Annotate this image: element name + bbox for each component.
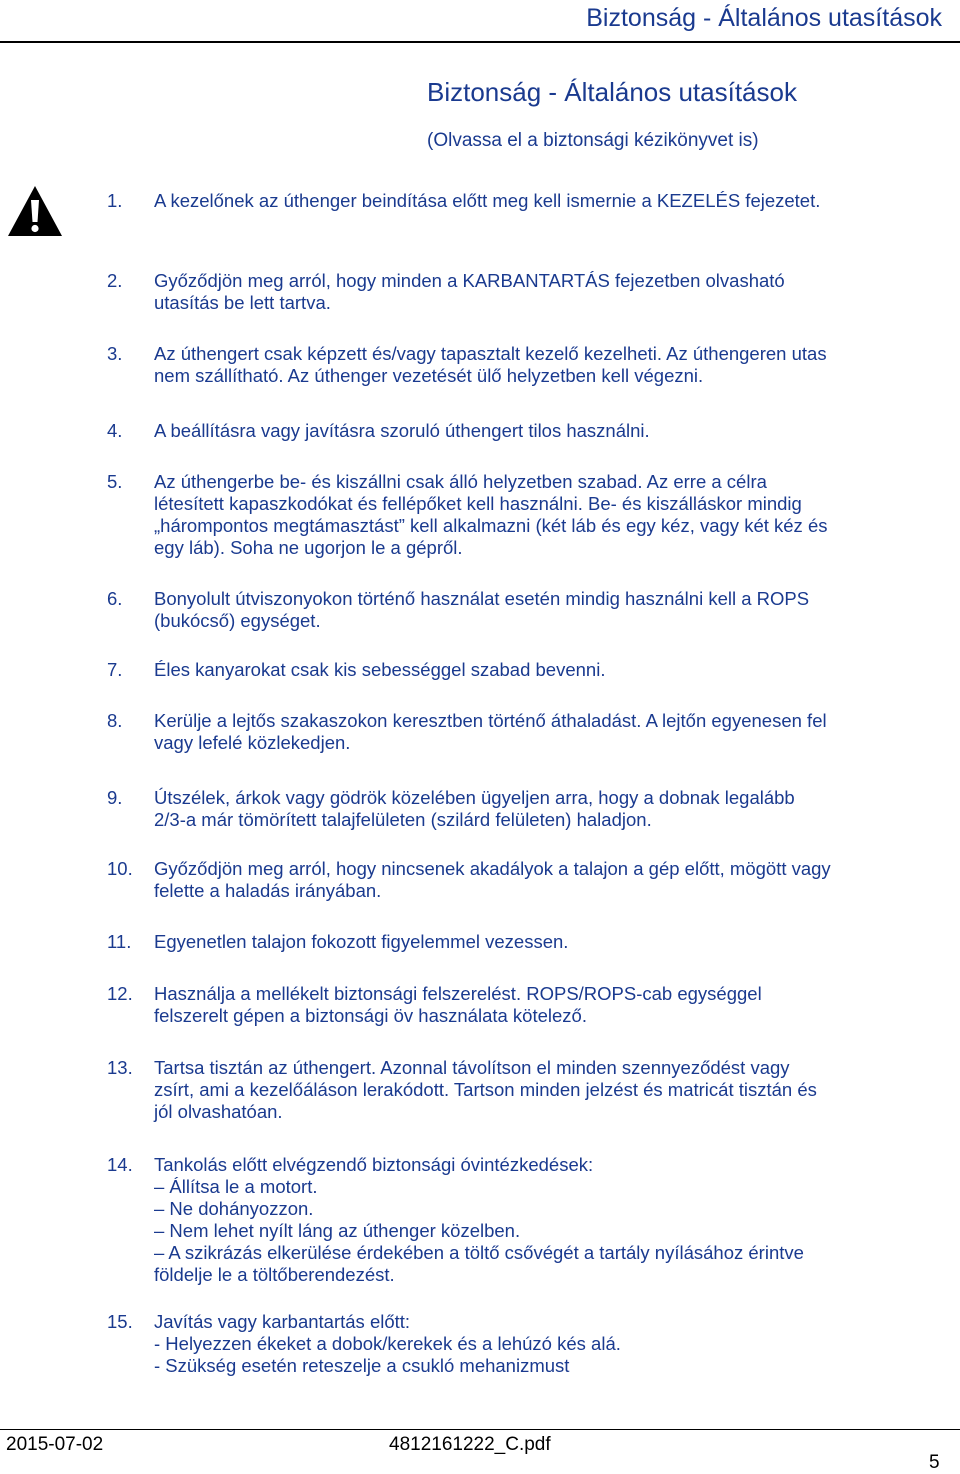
item-text [154, 190, 954, 212]
item-line: Útszélek, árkok vagy gödrök közelében ügyeljen arra, hogy a dobnak legalább [154, 787, 795, 808]
item-line: jól olvashatóan. [154, 1101, 283, 1122]
item-line: - Helyezzen ékeket a dobok/kerekek és a lehúzó kés alá. [154, 1333, 621, 1354]
item-line: felszerelt gépen a biztonsági öv használata kötelező. [154, 1005, 587, 1026]
item-text [154, 588, 954, 632]
item-line: nem szállítható. Az úthenger vezetését ülő helyzetben kell végezni. [154, 365, 704, 386]
item-text [154, 931, 954, 953]
item-line: A kezelőnek az úthenger beindítása előtt meg kell ismernie a KEZELÉS fejezetet. [154, 190, 821, 211]
item-text [154, 343, 954, 387]
item-line: Kerülje a lejtős szakaszokon keresztben történő áthaladást. A lejtőn egyenesen fel [154, 710, 827, 731]
item-line: - Szükség esetén reteszelje a csukló mehanizmust [154, 1355, 570, 1376]
footer-divider [0, 1429, 960, 1430]
item-line: létesített kapaszkodókat és fellépőket kell használni. Be- és kiszálláskor mindig [154, 493, 802, 514]
item-number: 10. [107, 858, 133, 879]
page-number: 5 [929, 1452, 940, 1473]
warning-triangle-icon [6, 184, 64, 238]
item-text [154, 1311, 954, 1377]
item-line: Éles kanyarokat csak kis sebességgel szabad bevenni. [154, 659, 606, 680]
footer-filename: 4812161222_C.pdf [389, 1434, 551, 1455]
item-number: 15. [107, 1311, 133, 1332]
item-line: Tankolás előtt elvégzendő biztonsági óvintézkedések: [154, 1154, 594, 1175]
item-text [154, 471, 954, 559]
item-line: egy láb). Soha ne ugorjon le a gépről. [154, 537, 463, 558]
item-number: 4. [107, 420, 123, 441]
footer-date: 2015-07-02 [6, 1434, 104, 1455]
item-text [154, 858, 954, 902]
item-line: – Állítsa le a motort. [154, 1176, 318, 1197]
item-line: Javítás vagy karbantartás előtt: [154, 1311, 411, 1332]
running-header-title: Biztonság - Általános utasítások [586, 4, 942, 32]
item-number: 2. [107, 270, 123, 291]
item-line: felette a haladás irányában. [154, 880, 382, 901]
item-line: zsírt, ami a kezelőáláson lerakódott. Tartson minden jelzést és matricát tisztán és [154, 1079, 817, 1100]
item-number: 7. [107, 659, 123, 680]
item-line: földelje le a töltőberendezést. [154, 1264, 395, 1285]
item-line: – A szikrázás elkerülése érdekében a töltő csővégét a tartály nyílásához érintve [154, 1242, 804, 1263]
item-line: Győződjön meg arról, hogy nincsenek akadályok a talajon a gép előtt, mögött vagy [154, 858, 831, 879]
item-text [154, 787, 954, 831]
item-line: vagy lefelé közlekedjen. [154, 732, 351, 753]
item-line: A beállításra vagy javításra szoruló úthengert tilos használni. [154, 420, 650, 441]
item-line: – Ne dohányozzon. [154, 1198, 314, 1219]
item-line: Tartsa tisztán az úthengert. Azonnal távolítson el minden szennyeződést vagy [154, 1057, 790, 1078]
item-number: 3. [107, 343, 123, 364]
item-line: – Nem lehet nyílt láng az úthenger közelben. [154, 1220, 521, 1241]
item-line: utasítás be lett tartva. [154, 292, 331, 313]
item-line: Győződjön meg arról, hogy minden a KARBANTARTÁS fejezetben olvasható [154, 270, 785, 291]
item-line: Az úthengert csak képzett és/vagy tapasztalt kezelő kezelheti. Az úthengeren utas [154, 343, 827, 364]
item-number: 11. [107, 931, 132, 952]
item-number: 5. [107, 471, 123, 492]
item-text [154, 710, 954, 754]
page-subtitle: (Olvassa el a biztonsági kézikönyvet is) [427, 130, 759, 151]
item-text [154, 1057, 954, 1123]
item-line: Egyenetlen talajon fokozott figyelemmel vezessen. [154, 931, 569, 952]
item-number: 12. [107, 983, 133, 1004]
item-number: 8. [107, 710, 123, 731]
item-number: 1. [107, 190, 123, 211]
item-text [154, 983, 954, 1027]
item-number: 6. [107, 588, 123, 609]
page-title: Biztonság - Általános utasítások [427, 77, 797, 107]
item-line: 2/3-a már tömörített talajfelületen (szilárd felületen) haladjon. [154, 809, 652, 830]
item-text [154, 1154, 954, 1286]
item-number: 14. [107, 1154, 133, 1175]
item-line: Az úthengerbe be- és kiszállni csak álló helyzetben szabad. Az erre a célra [154, 471, 767, 492]
item-text [154, 270, 954, 314]
item-text [154, 420, 954, 442]
item-line: (bukócső) egységet. [154, 610, 321, 631]
item-line: Bonyolult útviszonyokon történő használat esetén mindig használni kell a ROPS [154, 588, 810, 609]
item-text [154, 659, 954, 681]
header-divider [0, 41, 960, 43]
item-line: Használja a mellékelt biztonsági felszerelést. ROPS/ROPS-cab egységgel [154, 983, 762, 1004]
item-line: „hárompontos megtámasztást” kell alkalmazni (két láb és egy kéz, vagy két kéz és [154, 515, 828, 536]
item-number: 9. [107, 787, 123, 808]
item-number: 13. [107, 1057, 133, 1078]
